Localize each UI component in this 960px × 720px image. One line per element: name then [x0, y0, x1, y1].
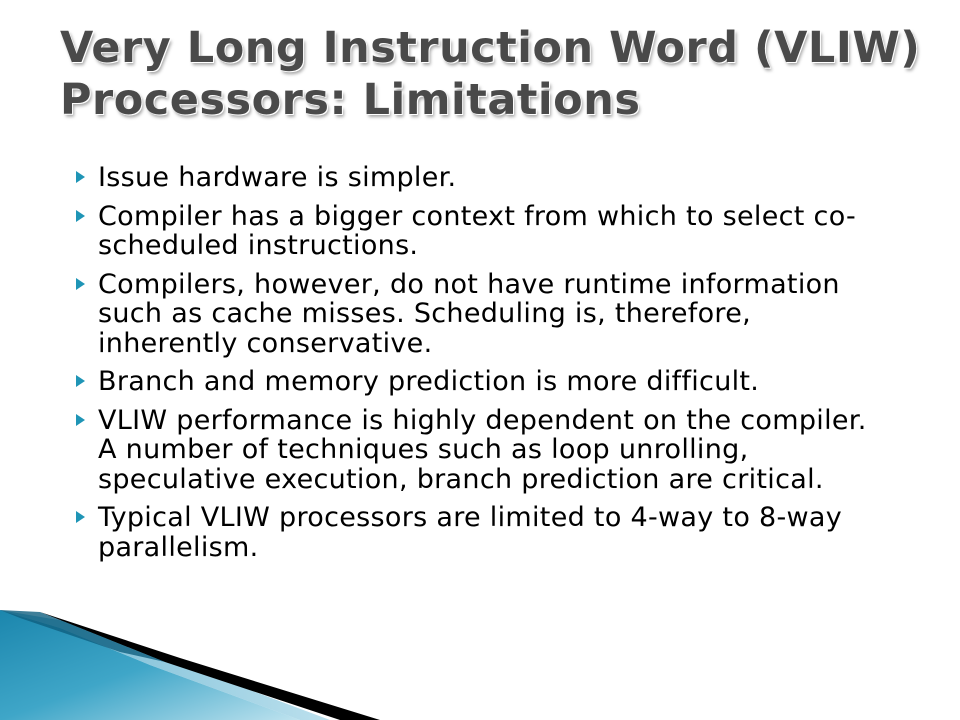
bullet-text: Typical VLIW processors are limited to 4-way to 8-way parallelism.	[98, 502, 843, 563]
title-line-1: Very Long Instruction Word (VLIW)	[60, 23, 921, 73]
arrow-bullet-icon	[76, 171, 85, 183]
bullet-item	[74, 406, 884, 495]
arrow-bullet-icon	[76, 210, 85, 222]
arrow-bullet-icon	[76, 375, 85, 387]
arrow-bullet-icon	[76, 278, 85, 290]
bullet-text: VLIW performance is highly dependent on the compiler. A number of techniques such as loop unrolling, speculative execution, branch prediction are critical.	[98, 404, 867, 495]
bullet-text: Compiler has a bigger context from which to select co-scheduled instructions.	[98, 200, 857, 261]
bullet-item	[74, 270, 884, 359]
bullet-item	[74, 503, 884, 562]
slide-title	[60, 22, 920, 126]
bullet-item	[74, 202, 884, 261]
bullet-item	[74, 163, 884, 193]
bullet-text: Issue hardware is simpler.	[98, 162, 457, 193]
arrow-bullet-icon	[76, 511, 85, 523]
bullet-list	[74, 163, 884, 571]
bullet-text: Branch and memory prediction is more difficult.	[98, 366, 760, 397]
bullet-text: Compilers, however, do not have runtime information such as cache misses. Scheduling is, therefore, inherently conservative.	[98, 268, 840, 359]
title-line-2: Processors: Limitations	[60, 75, 641, 125]
arrow-bullet-icon	[76, 414, 85, 426]
corner-decoration	[0, 610, 420, 720]
bullet-item	[74, 367, 884, 397]
